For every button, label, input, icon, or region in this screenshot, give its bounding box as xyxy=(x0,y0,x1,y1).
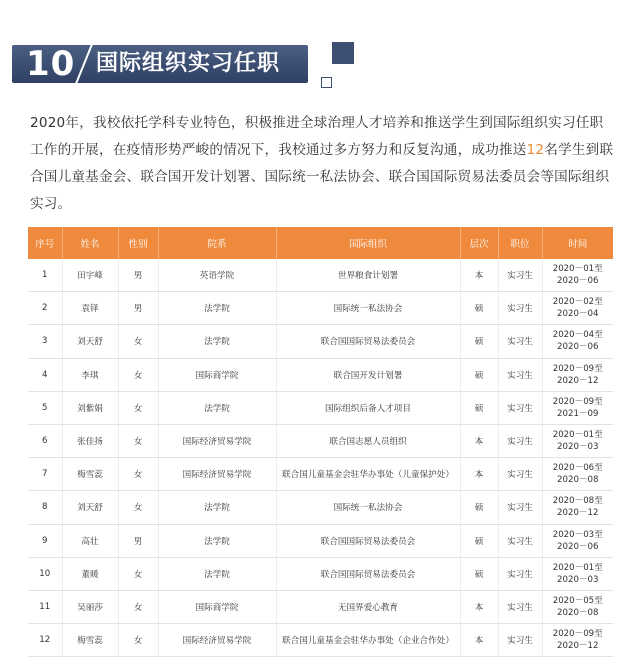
table-row xyxy=(28,524,613,557)
decorative-square-outline xyxy=(321,77,332,88)
cell-level: 硕 xyxy=(460,524,498,557)
cell-level: 本 xyxy=(460,458,498,491)
table-row xyxy=(28,259,613,292)
cell-no: 11 xyxy=(28,590,62,623)
cell-name: 李琪 xyxy=(62,358,118,391)
cell-no: 3 xyxy=(28,325,62,358)
header-position: 职位 xyxy=(498,227,542,259)
cell-name: 董暖 xyxy=(62,557,118,590)
time-start: 2020－01至 xyxy=(552,430,603,441)
cell-time xyxy=(542,491,613,524)
internship-table-container xyxy=(28,227,613,657)
cell-level: 硕 xyxy=(460,292,498,325)
cell-level: 硕 xyxy=(460,358,498,391)
cell-time xyxy=(542,358,613,391)
header-no: 序号 xyxy=(28,227,62,259)
cell-department: 法学院 xyxy=(158,491,276,524)
header-organization: 国际组织 xyxy=(276,227,460,259)
section-title: 国际组织实习任职 xyxy=(96,51,281,76)
table-row xyxy=(28,325,613,358)
time-start: 2020－09至 xyxy=(552,396,603,407)
cell-organization: 联合国开发计划署 xyxy=(276,358,460,391)
section-number: 10 xyxy=(26,44,76,84)
cell-name: 高壮 xyxy=(62,524,118,557)
cell-organization: 联合国志愿人员组织 xyxy=(276,424,460,457)
cell-time xyxy=(542,557,613,590)
table-row xyxy=(28,292,613,325)
cell-position: 实习生 xyxy=(498,458,542,491)
cell-time xyxy=(542,325,613,358)
table-row xyxy=(28,424,613,457)
table-row xyxy=(28,491,613,524)
header-level: 层次 xyxy=(460,227,498,259)
cell-name: 吴丽莎 xyxy=(62,590,118,623)
time-end: 2020－06 xyxy=(557,276,599,287)
table-header-row xyxy=(28,227,613,259)
cell-gender: 女 xyxy=(118,424,158,457)
cell-department: 国际商学院 xyxy=(158,590,276,623)
time-start: 2020－05至 xyxy=(552,595,603,606)
cell-gender: 女 xyxy=(118,358,158,391)
cell-time xyxy=(542,458,613,491)
cell-position: 实习生 xyxy=(498,424,542,457)
table-row xyxy=(28,590,613,623)
time-end: 2020－03 xyxy=(557,574,599,585)
section-banner xyxy=(0,0,641,95)
cell-name: 刘紫娟 xyxy=(62,391,118,424)
cell-department: 法学院 xyxy=(158,391,276,424)
cell-gender: 男 xyxy=(118,259,158,292)
cell-position: 实习生 xyxy=(498,391,542,424)
header-time: 时间 xyxy=(542,227,613,259)
cell-position: 实习生 xyxy=(498,292,542,325)
cell-name: 张佳扬 xyxy=(62,424,118,457)
cell-name: 刘天舒 xyxy=(62,491,118,524)
cell-gender: 女 xyxy=(118,491,158,524)
cell-organization: 国际统一私法协会 xyxy=(276,292,460,325)
cell-gender: 男 xyxy=(118,292,158,325)
time-start: 2020－08至 xyxy=(552,496,603,507)
time-start: 2020－02至 xyxy=(552,297,603,308)
cell-department: 法学院 xyxy=(158,292,276,325)
cell-department: 法学院 xyxy=(158,325,276,358)
cell-no: 9 xyxy=(28,524,62,557)
table-body xyxy=(28,259,613,657)
cell-position: 实习生 xyxy=(498,358,542,391)
cell-level: 本 xyxy=(460,424,498,457)
cell-organization: 联合国国际贸易法委员会 xyxy=(276,557,460,590)
time-start: 2020－03至 xyxy=(552,529,603,540)
cell-name: 田宇峰 xyxy=(62,259,118,292)
cell-level: 硕 xyxy=(460,325,498,358)
cell-department: 国际经济贸易学院 xyxy=(158,624,276,657)
time-end: 2020－12 xyxy=(557,641,599,652)
cell-level: 本 xyxy=(460,624,498,657)
cell-level: 本 xyxy=(460,590,498,623)
time-end: 2020－06 xyxy=(557,342,599,353)
cell-time xyxy=(542,590,613,623)
intro-text-part2: 名学生到联合国儿童基金会、联合国开发计划署、国际统一私法协会、联合国国际贸易法委员会等国际组织实习。 xyxy=(30,142,614,212)
table-row xyxy=(28,358,613,391)
cell-no: 4 xyxy=(28,358,62,391)
cell-organization: 世界粮食计划署 xyxy=(276,259,460,292)
cell-level: 硕 xyxy=(460,491,498,524)
cell-no: 10 xyxy=(28,557,62,590)
cell-department: 国际经济贸易学院 xyxy=(158,424,276,457)
cell-organization: 无国界爱心教育 xyxy=(276,590,460,623)
cell-no: 1 xyxy=(28,259,62,292)
cell-gender: 女 xyxy=(118,458,158,491)
cell-no: 5 xyxy=(28,391,62,424)
cell-department: 英语学院 xyxy=(158,259,276,292)
cell-time xyxy=(542,524,613,557)
cell-name: 刘天舒 xyxy=(62,325,118,358)
cell-gender: 女 xyxy=(118,391,158,424)
table-row xyxy=(28,557,613,590)
time-start: 2020－06至 xyxy=(552,463,603,474)
cell-department: 国际经济贸易学院 xyxy=(158,458,276,491)
cell-no: 8 xyxy=(28,491,62,524)
cell-organization: 联合国国际贸易法委员会 xyxy=(276,524,460,557)
intro-highlight-count: 12 xyxy=(526,142,545,158)
time-end: 2020－03 xyxy=(557,442,599,453)
cell-gender: 女 xyxy=(118,624,158,657)
cell-position: 实习生 xyxy=(498,325,542,358)
cell-no: 7 xyxy=(28,458,62,491)
time-end: 2020－12 xyxy=(557,508,599,519)
cell-gender: 女 xyxy=(118,557,158,590)
cell-organization: 联合国儿童基金会驻华办事处（儿童保护处） xyxy=(276,458,460,491)
table-row xyxy=(28,391,613,424)
time-end: 2020－04 xyxy=(557,309,599,320)
cell-gender: 女 xyxy=(118,590,158,623)
cell-time xyxy=(542,391,613,424)
cell-department: 法学院 xyxy=(158,524,276,557)
cell-organization: 国际组织后备人才项目 xyxy=(276,391,460,424)
time-end: 2020－08 xyxy=(557,475,599,486)
cell-name: 梅雪蕊 xyxy=(62,458,118,491)
cell-no: 2 xyxy=(28,292,62,325)
time-end: 2020－06 xyxy=(557,541,599,552)
cell-organization: 联合国儿童基金会驻华办事处（企业合作处） xyxy=(276,624,460,657)
cell-department: 法学院 xyxy=(158,557,276,590)
intro-paragraph xyxy=(30,110,615,218)
cell-time xyxy=(542,259,613,292)
cell-level: 硕 xyxy=(460,557,498,590)
cell-time xyxy=(542,292,613,325)
time-start: 2020－01至 xyxy=(552,264,603,275)
cell-name: 袁铎 xyxy=(62,292,118,325)
time-start: 2020－04至 xyxy=(552,330,603,341)
table-row xyxy=(28,458,613,491)
time-start: 2020－09至 xyxy=(552,363,603,374)
cell-position: 实习生 xyxy=(498,557,542,590)
cell-no: 6 xyxy=(28,424,62,457)
cell-level: 本 xyxy=(460,259,498,292)
time-end: 2020－12 xyxy=(557,375,599,386)
time-start: 2020－01至 xyxy=(552,562,603,573)
cell-position: 实习生 xyxy=(498,524,542,557)
cell-time xyxy=(542,624,613,657)
time-start: 2020－09至 xyxy=(552,629,603,640)
cell-organization: 国际统一私法协会 xyxy=(276,491,460,524)
cell-department: 国际商学院 xyxy=(158,358,276,391)
cell-position: 实习生 xyxy=(498,624,542,657)
cell-level: 硕 xyxy=(460,391,498,424)
cell-no: 12 xyxy=(28,624,62,657)
header-gender: 性别 xyxy=(118,227,158,259)
cell-time xyxy=(542,424,613,457)
header-department: 院系 xyxy=(158,227,276,259)
table-row xyxy=(28,624,613,657)
cell-organization: 联合国国际贸易法委员会 xyxy=(276,325,460,358)
cell-position: 实习生 xyxy=(498,491,542,524)
time-end: 2020－08 xyxy=(557,607,599,618)
internship-table xyxy=(28,227,613,657)
cell-gender: 女 xyxy=(118,325,158,358)
cell-gender: 男 xyxy=(118,524,158,557)
cell-position: 实习生 xyxy=(498,590,542,623)
cell-name: 梅雪蕊 xyxy=(62,624,118,657)
intro-text-part1: 2020年，我校依托学科专业特色，积极推进全球治理人才培养和推送学生到国际组织实习任职工作的开展，在疫情形势严峻的情况下，我校通过多方努力和反复沟通，成功推送 xyxy=(30,115,604,158)
time-end: 2021－09 xyxy=(557,408,599,419)
header-name: 姓名 xyxy=(62,227,118,259)
cell-position: 实习生 xyxy=(498,259,542,292)
decorative-square xyxy=(332,42,354,64)
